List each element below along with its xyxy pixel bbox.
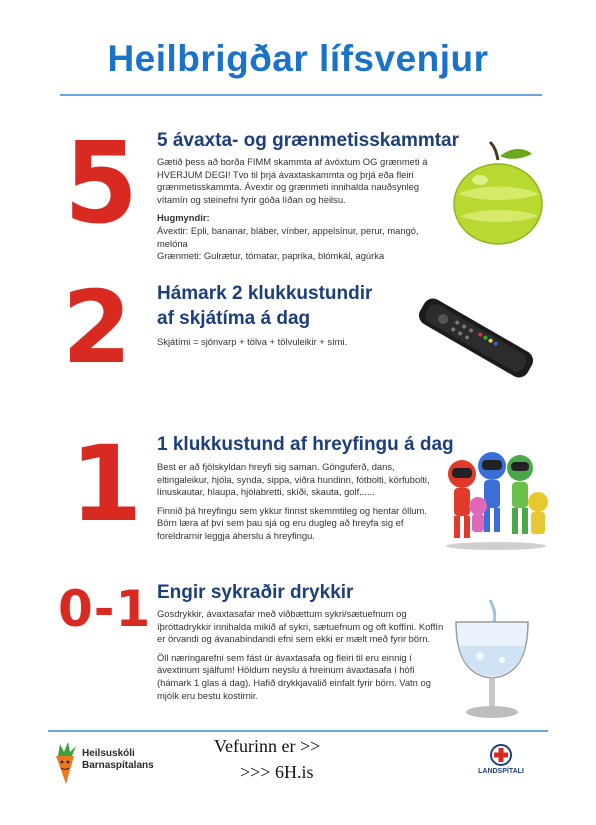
drinks-paragraph-1: Gosdrykkir, ávaxtasafar með viðbættum sykri/sætuefnum og íþróttadrykkir innihalda mikið af sykri, sætuefnum og oft koffíni. Koffín er örvandi og ávanabindandi efni sem ekki er mælt með fyrir börn. (157, 608, 444, 645)
ideas-label: Hugmyndir: (157, 212, 210, 224)
section-heading-sugary-drinks: Engir sykraðir drykkir (157, 582, 354, 603)
section-body-sugary-drinks (157, 608, 447, 708)
title-divider (60, 94, 542, 96)
landspitali-logo-icon (486, 744, 516, 766)
section-number-0-1: 0-1 (58, 580, 152, 638)
landspitali-logo-text: LANDSPÍTALI (478, 768, 524, 775)
heilsuskoli-logo-text (82, 748, 154, 772)
activity-paragraph-2: Finnið þá hreyfingu sem ykkur finnst skemmtileg og hentar öllum. Börn læra af því sem þau sjá og eru dugleg að hreyfa sig ef foreldrarnir leggja áherslu á hreyfingu. (157, 504, 427, 541)
section-heading-fruit-veg: 5 ávaxta- og grænmetisskammtar (157, 130, 460, 151)
section-number-1: 1 (70, 423, 143, 545)
screen-time-heading-line2: af skjátíma á dag (157, 308, 311, 329)
fruit-veg-paragraph: Gætið þess að borða FIMM skammta af ávöxtum OG grænmeti á HVERJUM DEGI! Tvo til þrjá ávaxtaskammta og þrjá eða fleiri grænmetisskammta. Ávextir og grænmeti innihalda nauðsynleg vítamín og steinefni fyrir góða líðan og heilsu. (157, 156, 428, 205)
carrot-logo-icon (50, 740, 80, 786)
website-label: Vefurinn er >> (214, 736, 321, 756)
logo-left-line2: Barnaspítalans (82, 760, 154, 771)
section-heading-screen-time (157, 281, 372, 331)
screen-time-paragraph: Skjátími = sjónvarp + tölva + tölvuleikir + sími. (157, 336, 348, 347)
drinks-paragraph-2: Öll næringarefni sem fást úr ávaxtasafa og fleiri til eru einnig í ávextinum sjálfum! Höldum neyslu á hreinum ávaxtasafa í hófi (hámark 1 glas á dag). Hafið drykkjavalið einfalt fyrir börn. Vatn og mjólk eru bestu kostirnir. (157, 651, 431, 701)
section-body-activity (157, 461, 439, 549)
section-number-2: 2 (62, 269, 132, 386)
activity-paragraph-1: Best er að fjölskyldan hreyfi sig saman. Gönguferð, dans, eltingaleikur, hjóla, synda, sippa, viðra hundinn, fótbolti, körfubolti, línuskautar, hlaupa, hjólabretti, skíði, skauta, golf...... (157, 461, 430, 498)
screen-time-heading-line1: Hámark 2 klukkustundir (157, 283, 373, 304)
footer-divider (48, 730, 548, 732)
logo-left-line1: Heilsuskóli (82, 748, 135, 759)
website-url-text: >>> 6H.is (240, 762, 314, 782)
vegetables-line: Grænmeti: Gulrætur, tómatar, paprika, blómkál, agúrka (157, 250, 385, 262)
section-body-screen-time (157, 336, 407, 355)
robot-figures-illustration (440, 444, 552, 552)
section-body-fruit-veg (157, 156, 449, 263)
section-heading-activity: 1 klukkustund af hreyfingu á dag (157, 434, 454, 455)
website-url[interactable] (240, 762, 313, 783)
section-number-5: 5 (63, 119, 138, 249)
water-glass-illustration (450, 600, 534, 722)
fruits-line: Ávextir: Epli, bananar, bláber, vínber, appelsínur, perur, mangó, melóna (157, 224, 419, 249)
page-title: Heilbrigðar lífsvenjur (107, 38, 489, 79)
apple-illustration (448, 140, 548, 248)
remote-control-illustration (416, 292, 536, 384)
